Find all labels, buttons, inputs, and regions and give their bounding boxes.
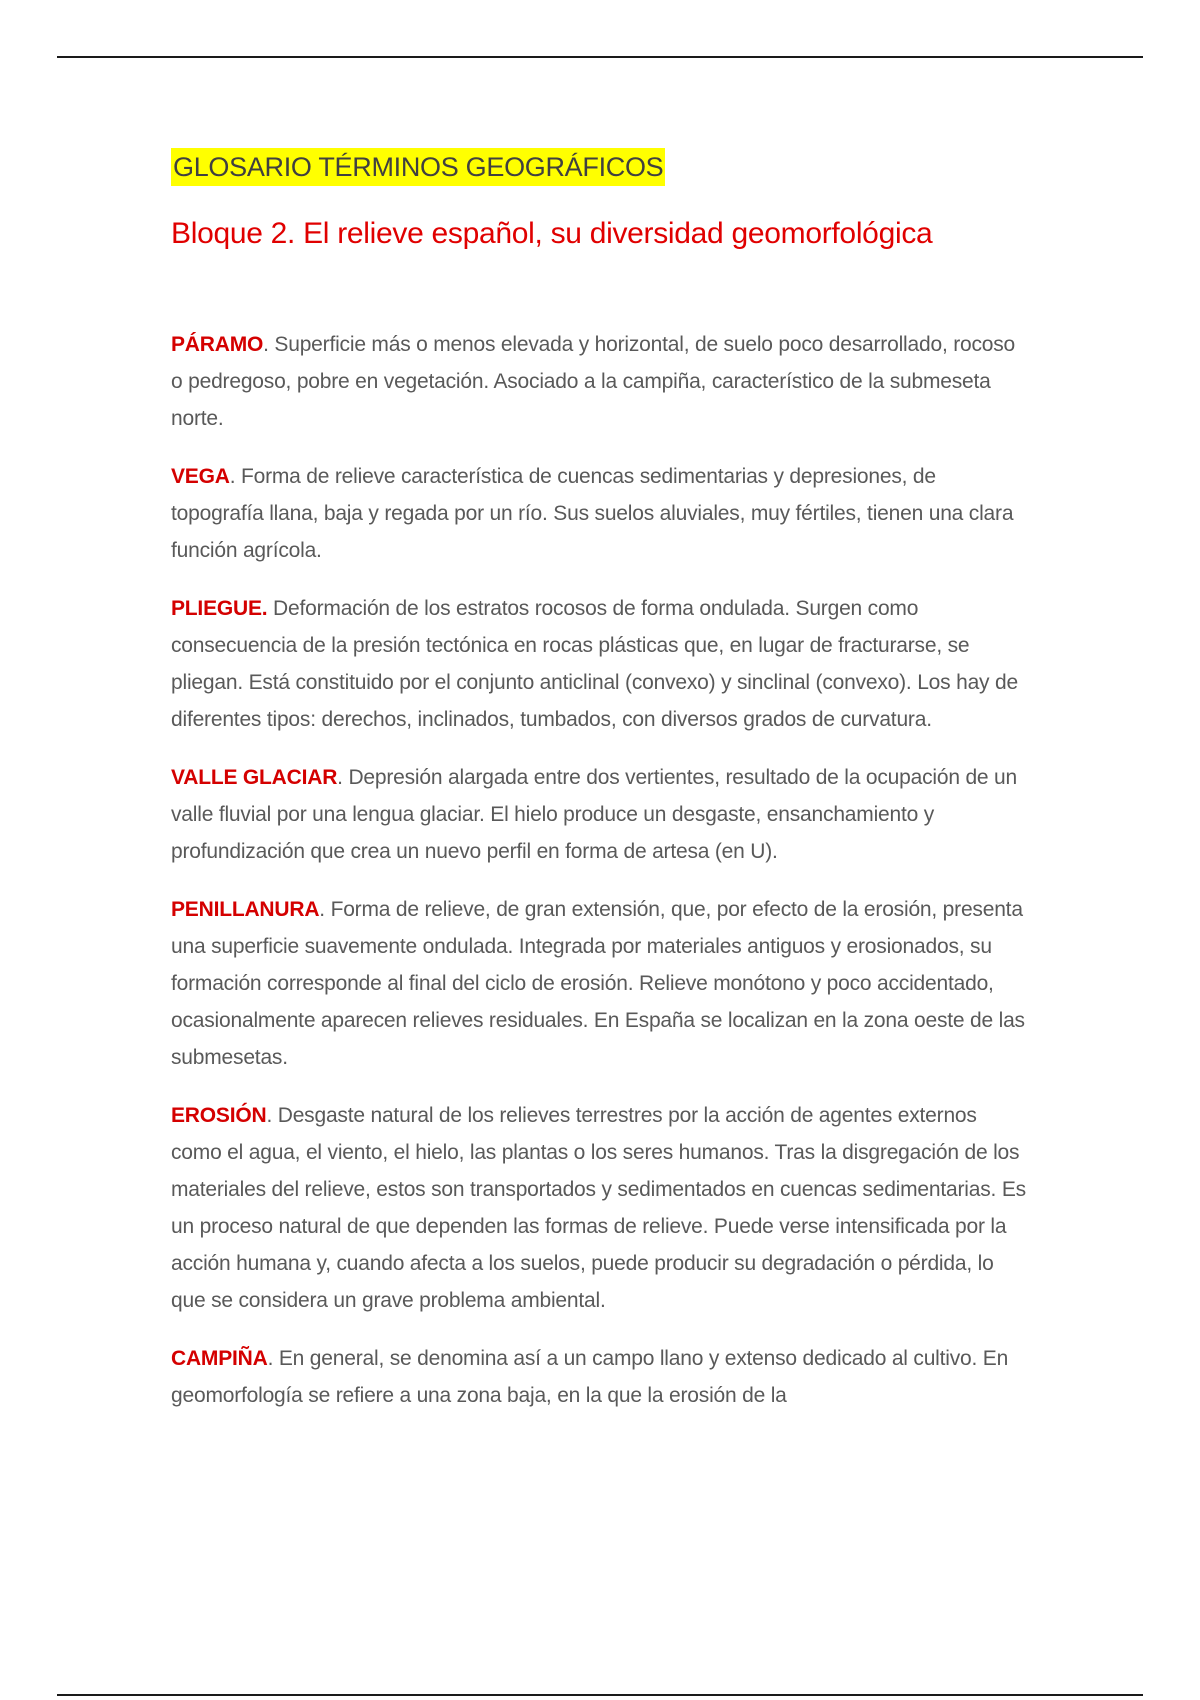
- glossary-definition: . En general, se denomina así a un campo llano y extenso dedicado al cultivo. En geomorfología se refiere a una zona baja, en la que la erosión de la: [171, 1347, 1009, 1407]
- glossary-entry-campina: [171, 1340, 1031, 1414]
- glossary-entry-pliegue: [171, 590, 1031, 738]
- glossary-list: [171, 326, 1031, 1414]
- glossary-definition: . Depresión alargada entre dos vertientes, resultado de la ocupación de un valle fluvial por una lengua glaciar. El hielo produce un desgaste, ensanchamiento y profundización que crea un nuevo perfil en forma de artesa (en U).: [171, 766, 1017, 863]
- glossary-definition: . Forma de relieve, de gran extensión, que, por efecto de la erosión, presenta una superficie suavemente ondulada. Integrada por materiales antiguos y erosionados, su formación corresponde al final del ciclo de erosión. Relieve monótono y poco accidentado, ocasionalmente aparecen relieves residuales. En España se localizan en la zona oeste de las submesetas.: [171, 898, 1025, 1069]
- glossary-entry-vega: [171, 458, 1031, 569]
- glossary-entry-paramo: [171, 326, 1031, 437]
- glossary-term: CAMPIÑA: [171, 1347, 268, 1370]
- page-bottom-rule: [57, 1694, 1143, 1696]
- page-top-rule: [57, 56, 1143, 58]
- glossary-definition: . Forma de relieve característica de cuencas sedimentarias y depresiones, de topografía llana, baja y regada por un río. Sus suelos aluviales, muy fértiles, tienen una clara función agrícola.: [171, 465, 1014, 562]
- glossary-definition: . Superficie más o menos elevada y horizontal, de suelo poco desarrollado, rocoso o pedregoso, pobre en vegetación. Asociado a la campiña, característico de la submeseta norte.: [171, 333, 1016, 430]
- page-content: [171, 148, 1031, 1435]
- glossary-entry-penillanura: [171, 891, 1031, 1076]
- glossary-entry-erosion: [171, 1097, 1031, 1319]
- glossary-entry-valle-glaciar: [171, 759, 1031, 870]
- glossary-term: PLIEGUE.: [171, 597, 268, 620]
- glossary-term: VEGA: [171, 465, 230, 488]
- glossary-term: VALLE GLACIAR: [171, 766, 338, 789]
- glossary-definition: . Desgaste natural de los relieves terrestres por la acción de agentes externos como el agua, el viento, el hielo, las plantas o los seres humanos. Tras la disgregación de los materiales del relieve, estos son transportados y sedimentados en cuencas sedimentarias. Es un proceso natural de que dependen las formas de relieve. Puede verse intensificada por la acción humana y, cuando afecta a los suelos, puede producir su degradación o pérdida, lo que se considera un grave problema ambiental.: [171, 1104, 1026, 1312]
- document-title: GLOSARIO TÉRMINOS GEOGRÁFICOS: [171, 148, 665, 186]
- glossary-definition: Deformación de los estratos rocosos de forma ondulada. Surgen como consecuencia de la presión tectónica en rocas plásticas que, en lugar de fracturarse, se pliegan. Está constituido por el conjunto anticlinal (convexo) y sinclinal (convexo). Los hay de diferentes tipos: derechos, inclinados, tumbados, con diversos grados de curvatura.: [171, 597, 1018, 731]
- glossary-term: EROSIÓN: [171, 1104, 267, 1127]
- document-subtitle: Bloque 2. El relieve español, su diversidad geomorfológica: [171, 217, 933, 250]
- glossary-term: PENILLANURA: [171, 898, 320, 921]
- glossary-term: PÁRAMO: [171, 333, 264, 356]
